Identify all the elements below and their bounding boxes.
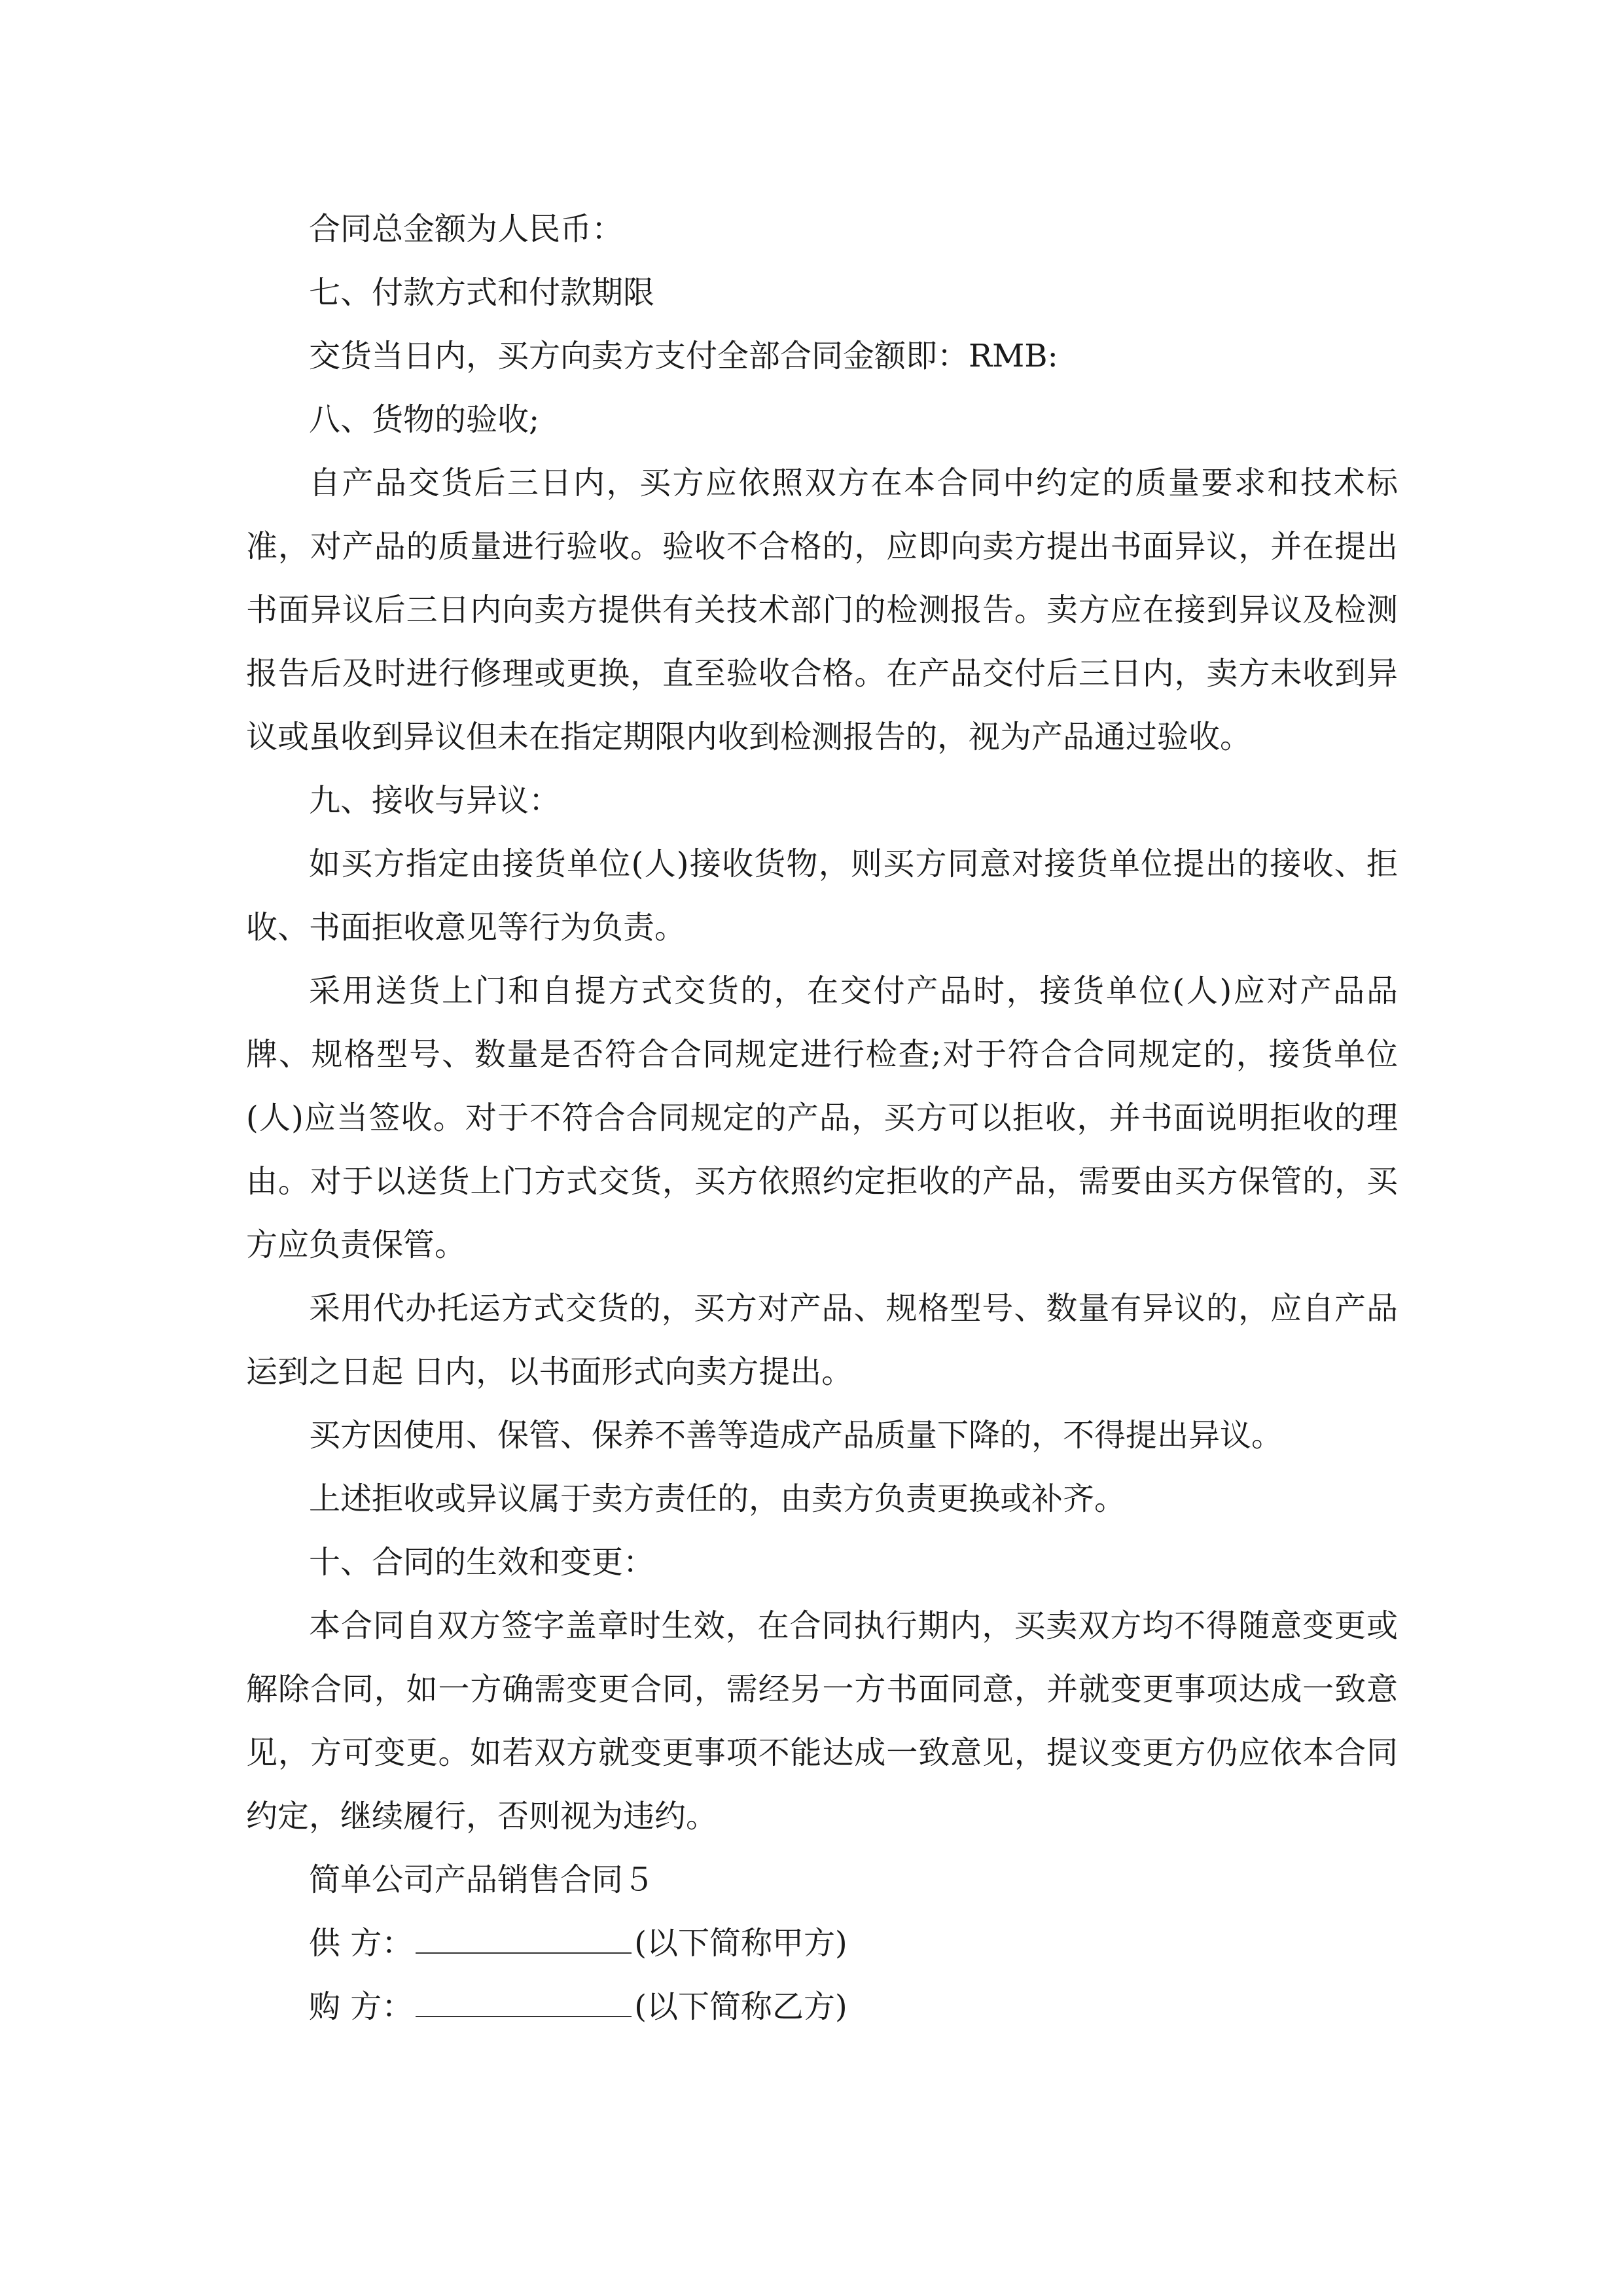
- document-body: [246, 198, 1398, 2039]
- supplier-blank-field[interactable]: [416, 1916, 632, 1954]
- paragraph: 如买方指定由接货单位(人)接收货物，则买方同意对接货单位提出的接收、拒收、书面拒收意见等行为负责。: [246, 846, 1398, 946]
- paragraph: 交货当日内，买方向卖方支付全部合同金额即：RMB:: [309, 338, 1058, 374]
- paragraph: 合同总金额为人民币：: [309, 211, 624, 247]
- contract-title: 简单公司产品销售合同５: [309, 1861, 655, 1898]
- paragraph: 采用代办托运方式交货的，买方对产品、规格型号、数量有异议的，应自产品运到之日起 日内，以书面形式向卖方提出。: [246, 1290, 1398, 1390]
- buyer-blank-field[interactable]: [416, 1979, 632, 2017]
- buyer-suffix: (以下简称乙方): [634, 1988, 847, 2025]
- paragraph: 本合同自双方签字盖章时生效，在合同执行期内，买卖双方均不得随意变更或解除合同，如一方确需变更合同，需经另一方书面同意，并就变更事项达成一致意见，方可变更。如若双方就变更事项不能达成一致意见，提议变更方仍应依本合同约定，继续履行，否则视为违约。: [246, 1607, 1398, 1835]
- section-heading: 七、付款方式和付款期限: [309, 274, 655, 311]
- buyer-line: [246, 1975, 1398, 2039]
- buyer-label: 购 方：: [309, 1988, 414, 2025]
- supplier-suffix: (以下简称甲方): [634, 1925, 847, 1962]
- paragraph: 采用送货上门和自提方式交货的，在交付产品时，接货单位(人)应对产品品牌、规格型号、数量是否符合合同规定进行检查;对于符合合同规定的，接货单位(人)应当签收。对于不符合合同规定的产品，买方可以拒收，并书面说明拒收的理由。对于以送货上门方式交货，买方依照约定拒收的产品，需要由买方保管的，买方应负责保管。: [246, 973, 1398, 1263]
- section-heading: 八、货物的验收;: [309, 401, 540, 438]
- paragraph: 自产品交货后三日内，买方应依照双方在本合同中约定的质量要求和技术标准，对产品的质量进行验收。验收不合格的，应即向卖方提出书面异议，并在提出书面异议后三日内向卖方提供有关技术部门的检测报告。卖方应在接到异议及检测报告后及时进行修理或更换，直至验收合格。在产品交付后三日内，卖方未收到异议或虽收到异议但未在指定期限内收到检测报告的，视为产品通过验收。: [246, 465, 1398, 755]
- paragraph: 上述拒收或异议属于卖方责任的，由卖方负责更换或补齐。: [309, 1480, 1126, 1517]
- paragraph: 买方因使用、保管、保养不善等造成产品质量下降的，不得提出异议。: [309, 1417, 1283, 1454]
- section-heading: 九、接收与异议：: [309, 782, 561, 819]
- supplier-label: 供 方：: [309, 1925, 414, 1962]
- supplier-line: [246, 1912, 1398, 1975]
- section-heading: 十、合同的生效和变更：: [309, 1544, 655, 1581]
